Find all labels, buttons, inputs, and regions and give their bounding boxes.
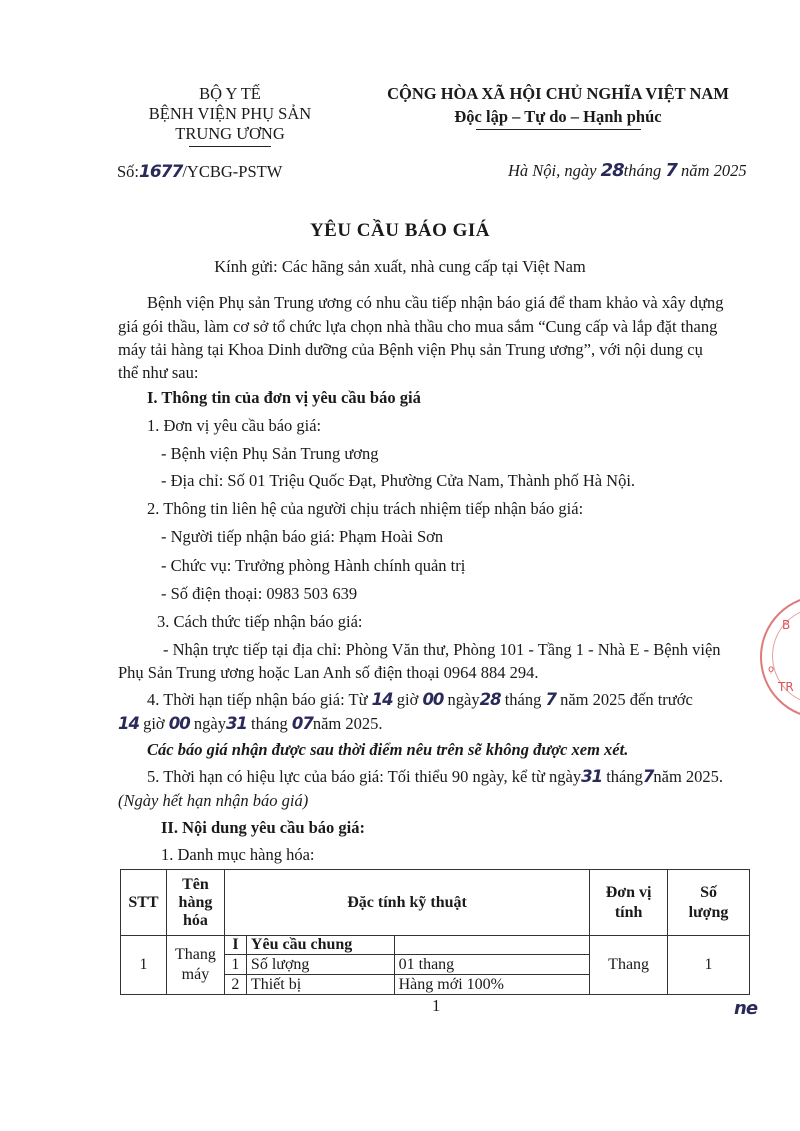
header-unit bbox=[590, 870, 668, 936]
header-goods-name bbox=[166, 870, 224, 936]
item5-text-3: năm 2025. bbox=[653, 767, 724, 786]
section-1-item-1b: - Địa chỉ: Số 01 Triệu Quốc Đạt, Phường Cửa Nam, Thành phố Hà Nội. bbox=[161, 471, 636, 490]
item4-text-2: giờ bbox=[396, 690, 419, 709]
item4-month-start: 7 bbox=[545, 690, 556, 709]
item4-minute-end: 00 bbox=[168, 714, 190, 733]
date-year: năm 2025 bbox=[681, 161, 747, 180]
section-1-item-5-note: (Ngày hết hạn nhận báo giá) bbox=[118, 791, 309, 810]
cell-unit: Thang bbox=[590, 936, 668, 995]
table-header-row bbox=[121, 870, 750, 936]
page-number: 1 bbox=[432, 996, 441, 1015]
section-1-item-2a: - Người tiếp nhận báo giá: Phạm Hoài Sơn bbox=[161, 527, 444, 546]
cell-quantity: 1 bbox=[668, 936, 750, 995]
item4-minute-start: 00 bbox=[422, 690, 444, 709]
ministry-name: BỘ Y TẾ bbox=[199, 84, 261, 103]
spec-value: Hàng mới 100% bbox=[394, 975, 590, 995]
header-goods-name-1: Tên bbox=[182, 875, 209, 893]
doc-no-suffix: /YCBG-PSTW bbox=[182, 162, 283, 181]
motto: Độc lập – Tự do – Hạnh phúc bbox=[454, 107, 662, 126]
section-1-item-2b: - Chức vụ: Trưởng phòng Hành chính quản trị bbox=[161, 556, 466, 575]
intro-line-3: máy tải hàng tại Khoa Dinh dưỡng của Bệnh viện Phụ sản Trung ương”, với nội dung cụ bbox=[118, 340, 703, 359]
header-stt: STT bbox=[121, 870, 167, 936]
item4-day-end: 31 bbox=[225, 714, 247, 733]
document-number bbox=[117, 162, 282, 182]
section-1-item-3b: Phụ Sản Trung ương hoặc Lan Anh số điện thoại 0964 884 294. bbox=[118, 663, 539, 682]
intro-line-2: giá gói thầu, làm cơ sở tổ chức lựa chọn nhà thầu cho mua sắm “Cung cấp và lắp đặt thang bbox=[118, 317, 718, 336]
item5-text-1: 5. Thời hạn có hiệu lực của báo giá: Tối thiểu 90 ngày, kể từ ngày bbox=[147, 767, 582, 786]
spec-name: Số lượng bbox=[246, 955, 394, 975]
header-unit-2: tính bbox=[614, 903, 643, 921]
document-date bbox=[508, 160, 747, 181]
stamp-letter-1: B bbox=[782, 618, 791, 632]
section-1-item-2: 2. Thông tin liên hệ của người chịu trách nhiệm tiếp nhận báo giá: bbox=[147, 499, 584, 518]
item4-text-1: 4. Thời hạn tiếp nhận báo giá: Từ bbox=[147, 690, 368, 709]
header-quantity bbox=[668, 870, 750, 936]
table-row bbox=[121, 936, 750, 955]
item4-month-end: 07 bbox=[291, 714, 313, 733]
date-day-handwritten: 28 bbox=[600, 160, 624, 181]
item4-text-5: năm 2025 đến trước bbox=[560, 690, 693, 709]
spec-no: 1 bbox=[224, 955, 246, 975]
item4-text-7: ngày bbox=[193, 714, 226, 733]
nation-name: CỘNG HÒA XÃ HỘI CHỦ NGHĨA VIỆT NAM bbox=[387, 84, 729, 103]
section-1-item-2c: - Số điện thoại: 0983 503 639 bbox=[161, 584, 358, 603]
goods-table bbox=[120, 869, 750, 995]
header-goods-name-3: hóa bbox=[183, 911, 208, 929]
header-quantity-1: Số bbox=[700, 883, 717, 901]
section-1-item-5 bbox=[147, 767, 723, 787]
section-1-item-4-line2 bbox=[118, 714, 382, 734]
handwritten-initials: ne bbox=[734, 998, 758, 1019]
section-2-item-1: 1. Danh mục hàng hóa: bbox=[161, 845, 315, 864]
section-1-item-3a: - Nhận trực tiếp tại địa chỉ: Phòng Văn thư, Phòng 101 - Tầng 1 - Nhà E - Bệnh viện bbox=[163, 640, 721, 659]
item4-day-start: 28 bbox=[479, 690, 501, 709]
doc-no-handwritten: 1677 bbox=[139, 162, 183, 182]
date-month-handwritten: 7 bbox=[665, 160, 677, 181]
spec-no: I bbox=[224, 936, 246, 955]
section-1-item-4-line1 bbox=[147, 690, 693, 710]
cell-goods-name bbox=[166, 936, 224, 995]
spec-value bbox=[394, 936, 590, 955]
header-right bbox=[378, 84, 738, 130]
stamp-letter-3: TR bbox=[778, 680, 794, 694]
item5-day: 31 bbox=[581, 767, 603, 786]
section-2-heading: II. Nội dung yêu cầu báo giá: bbox=[161, 818, 366, 837]
item5-text-2: tháng bbox=[606, 767, 643, 786]
item4-text-9: năm 2025. bbox=[312, 714, 383, 733]
item4-text-3: ngày bbox=[447, 690, 480, 709]
header-specification: Đặc tính kỹ thuật bbox=[224, 870, 589, 936]
header-goods-name-2: hàng bbox=[178, 893, 213, 911]
cell-goods-name-1: Thang bbox=[175, 946, 216, 963]
document-title: YÊU CẦU BÁO GIÁ bbox=[309, 220, 491, 241]
item4-hour-end: 14 bbox=[118, 714, 139, 733]
intro-line-1: Bệnh viện Phụ sản Trung ương có nhu cầu tiếp nhận báo giá để tham khảo và xây dựng bbox=[147, 293, 724, 312]
header-left bbox=[130, 84, 330, 147]
cell-goods-name-2: máy bbox=[181, 966, 210, 983]
section-1-item-1a: - Bệnh viện Phụ Sản Trung ương bbox=[161, 444, 379, 463]
date-prefix: Hà Nội, ngày bbox=[508, 161, 597, 180]
doc-no-label: Số: bbox=[117, 162, 140, 181]
spec-no: 2 bbox=[224, 975, 246, 995]
date-month-label: tháng bbox=[623, 161, 662, 180]
header-right-underline bbox=[476, 129, 641, 130]
header-left-underline bbox=[189, 146, 271, 147]
stamp-letter-2: ọ bbox=[768, 664, 775, 675]
item4-text-8: tháng bbox=[251, 714, 288, 733]
cell-stt: 1 bbox=[121, 936, 167, 995]
recipient-line: Kính gửi: Các hãng sản xuất, nhà cung cấp tại Việt Nam bbox=[214, 257, 586, 276]
spec-value: 01 thang bbox=[394, 955, 590, 975]
intro-line-4: thể như sau: bbox=[118, 363, 199, 382]
spec-name: Thiết bị bbox=[246, 975, 394, 995]
late-submission-notice: Các báo giá nhận được sau thời điểm nêu trên sẽ không được xem xét. bbox=[147, 740, 629, 759]
header-quantity-2: lượng bbox=[688, 903, 729, 921]
item4-hour-start: 14 bbox=[371, 690, 393, 709]
section-1-item-3: 3. Cách thức tiếp nhận báo giá: bbox=[157, 612, 363, 631]
item4-text-6: giờ bbox=[143, 714, 165, 733]
item4-text-4: tháng bbox=[504, 690, 542, 709]
hospital-name-line2: TRUNG ƯƠNG bbox=[175, 124, 285, 143]
spec-name: Yêu cầu chung bbox=[246, 936, 394, 955]
section-1-item-1: 1. Đơn vị yêu cầu báo giá: bbox=[147, 416, 322, 435]
item5-month: 7 bbox=[642, 767, 654, 786]
section-1-heading: I. Thông tin của đơn vị yêu cầu báo giá bbox=[147, 388, 421, 407]
header-unit-1: Đơn vị bbox=[605, 883, 652, 901]
hospital-name-line1: BỆNH VIỆN PHỤ SẢN bbox=[148, 104, 312, 123]
